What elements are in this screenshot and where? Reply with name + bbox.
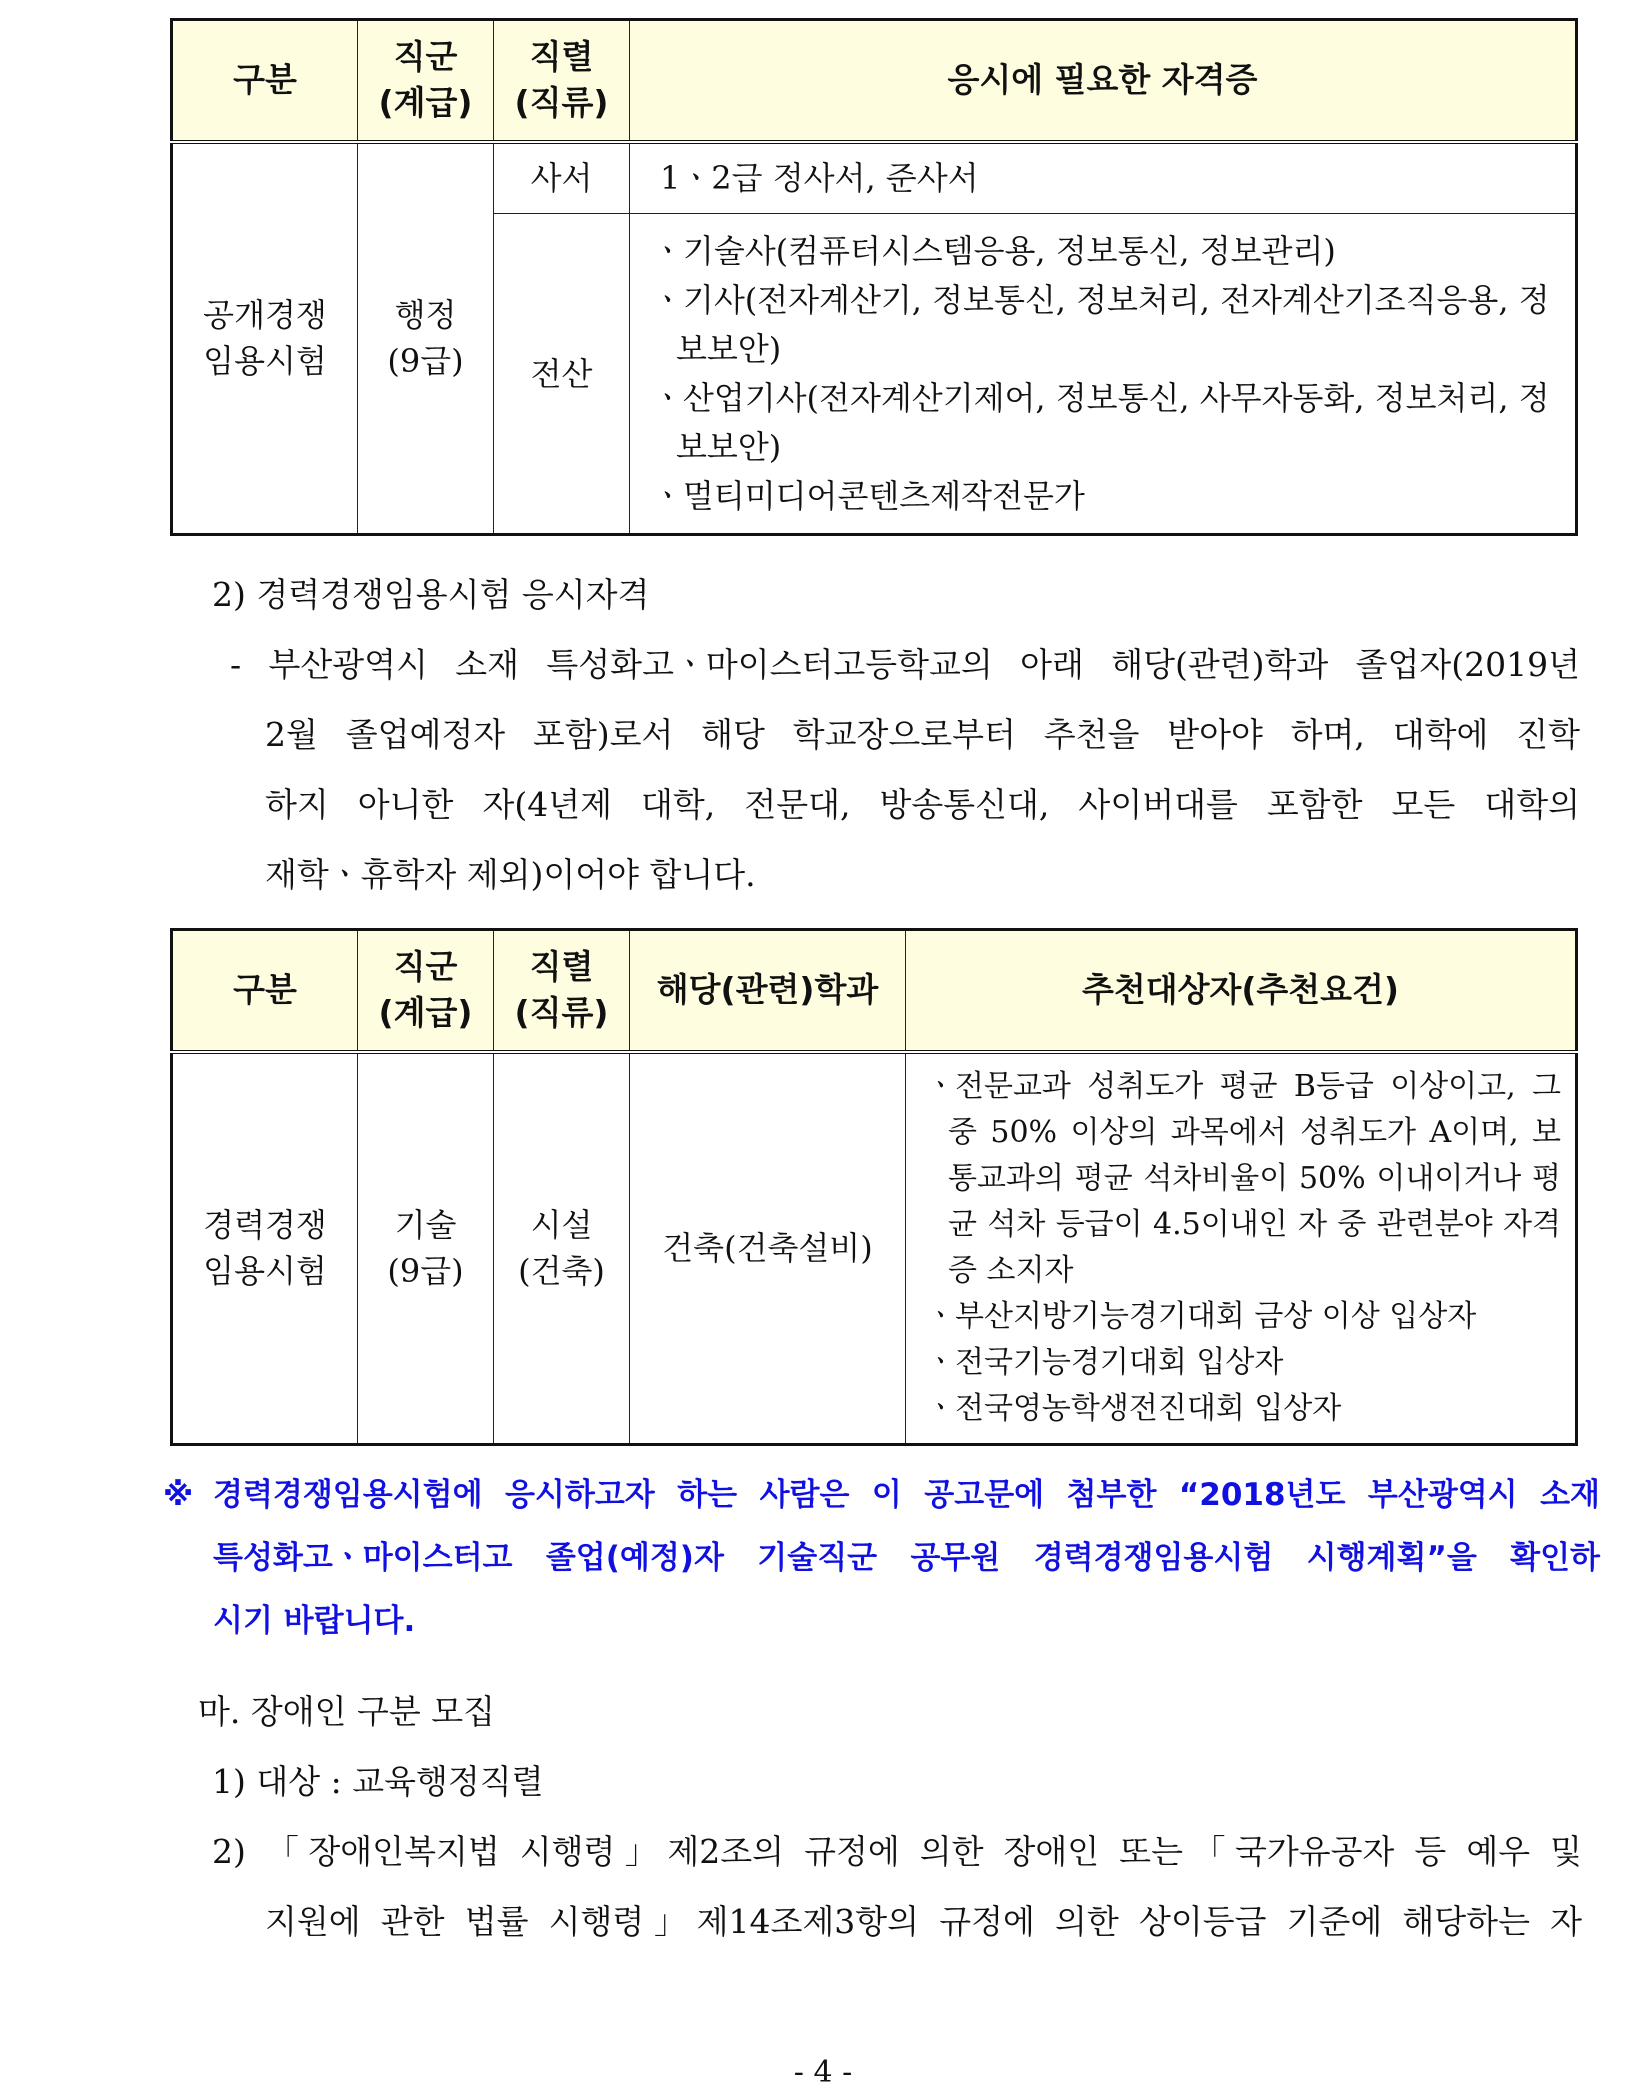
qualification-table <box>170 18 1578 536</box>
section2-line: 재학ㆍ휴학자 제외)이어야 합니다. <box>265 855 756 894</box>
notice-line: 시기 바랍니다. <box>213 1603 416 1639</box>
notice-mark: ※ <box>163 1477 194 1513</box>
cert-item: ㆍ기술사(컴퓨터시스템응용, 정보통신, 정보관리) <box>652 231 1336 270</box>
cell-category: 경력경쟁 임용시험 <box>172 1052 358 1445</box>
header-department: 해당(관련)학과 <box>630 930 906 1052</box>
header-job-group: 직군 (계급) <box>358 20 494 142</box>
notice-line: 특성화고ㆍ마이스터고 졸업(예정)자 기술직군 공무원 경력경쟁임용시험 시행계획”을 확인하 <box>213 1540 1600 1576</box>
header-certificate: 응시에 필요한 자격증 <box>630 20 1577 142</box>
page-number: - 4 - <box>793 2055 853 2090</box>
cert-item: ㆍ멀티미디어콘텐츠제작전문가 <box>652 476 1085 515</box>
section-ma-item2-line: 지원에 관한 법률 시행령」제14조제3항의 규정에 의한 상이등급 기준에 해당하는 자 <box>265 1902 1582 1941</box>
cell-cert-computing <box>630 214 1577 535</box>
cell-series-computing: 전산 <box>494 214 630 535</box>
section2-line: 2월 졸업예정자 포함)로서 해당 학교장으로부터 추천을 받아야 하며, 대학에 진학 <box>265 715 1580 754</box>
cell-job-series: 시설 (건축) <box>494 1052 630 1445</box>
header-job-series: 직렬 (직류) <box>494 930 630 1052</box>
cell-cert-librarian: 1ㆍ2급 정사서, 준사서 <box>630 142 1577 214</box>
header-job-group: 직군 (계급) <box>358 930 494 1052</box>
header-category: 구분 <box>172 20 358 142</box>
header-category: 구분 <box>172 930 358 1052</box>
header-recommendation: 추천대상자(추천요건) <box>906 930 1577 1052</box>
section-ma-item1: 1) 대상 : 교육행정직렬 <box>212 1762 544 1801</box>
section-ma-heading: 마. 장애인 구분 모집 <box>198 1692 495 1731</box>
cell-department: 건축(건축설비) <box>630 1052 906 1445</box>
cert-item: ㆍ산업기사(전자계산기제어, 정보통신, 사무자동화, 정보처리, 정보보안) <box>652 378 1550 466</box>
cell-job-group: 행정 (9급) <box>358 142 494 535</box>
cell-requirements <box>906 1052 1577 1445</box>
requirement-item: ㆍ전국영농학생전진대회 입상자 <box>926 1391 1342 1427</box>
cell-series-librarian: 사서 <box>494 142 630 214</box>
section-ma-item2-line: 2) 「장애인복지법 시행령」제2조의 규정에 의한 장애인 또는「국가유공자 등 예우 및 <box>212 1832 1582 1871</box>
section2-heading: 2) 경력경쟁임용시험 응시자격 <box>212 575 650 614</box>
section2-line: - 부산광역시 소재 특성화고ㆍ마이스터고등학교의 아래 해당(관련)학과 졸업자(2019년 <box>230 645 1580 684</box>
cell-category: 공개경쟁 임용시험 <box>172 142 358 535</box>
cell-job-group: 기술 (9급) <box>358 1052 494 1445</box>
requirement-item: ㆍ전국기능경기대회 입상자 <box>926 1345 1284 1381</box>
cert-item: ㆍ기사(전자계산기, 정보통신, 정보처리, 전자계산기조직응용, 정보보안) <box>652 280 1550 368</box>
requirement-item: ㆍ전문교과 성취도가 평균 B등급 이상이고, 그 중 50% 이상의 과목에서 성취도가 A이며, 보통교과의 평균 석차비율이 50% 이내이거나 평균 석차 등급이 4.5이내인 자 중 관련분야 자격증 소지자 <box>926 1069 1561 1289</box>
requirement-item: ㆍ부산지방기능경기대회 금상 이상 입상자 <box>926 1299 1477 1335</box>
header-job-series: 직렬 (직류) <box>494 20 630 142</box>
section2-line: 하지 아니한 자(4년제 대학, 전문대, 방송통신대, 사이버대를 포함한 모든 대학의 <box>265 785 1580 824</box>
recommendation-table <box>170 928 1578 1446</box>
notice-line: 경력경쟁임용시험에 응시하고자 하는 사람은 이 공고문에 첨부한 “2018년도 부산광역시 소재 <box>213 1477 1600 1513</box>
